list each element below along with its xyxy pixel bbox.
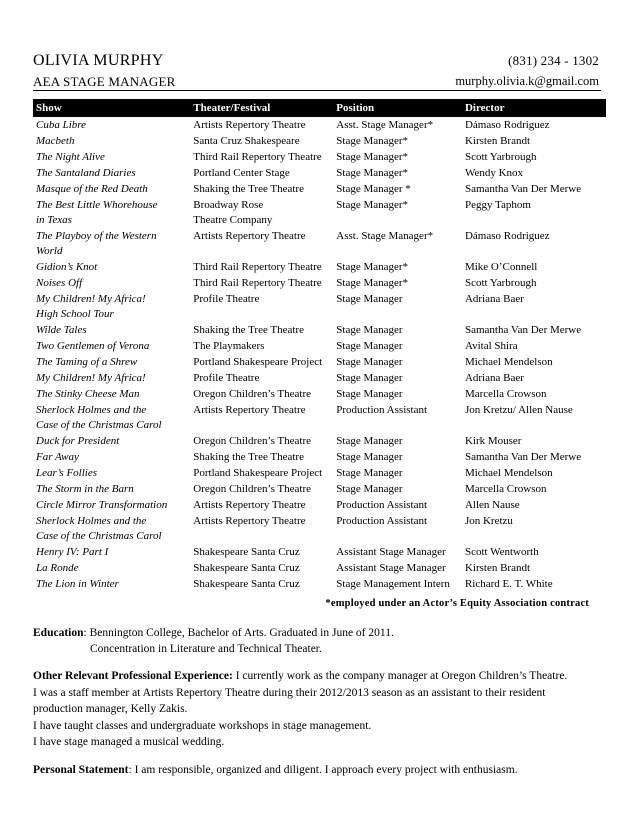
credit-position bbox=[333, 449, 462, 465]
credit-show-text: Lear’s Follies bbox=[36, 466, 98, 479]
credit-position bbox=[333, 322, 462, 338]
credit-show-text: La Ronde bbox=[36, 561, 79, 574]
credit-show bbox=[33, 117, 190, 133]
credit-position-text: Stage Manager* bbox=[336, 276, 409, 289]
credit-row bbox=[33, 181, 606, 197]
credit-theater-text: Shaking the Tree Theatre bbox=[193, 323, 304, 336]
credit-show bbox=[33, 560, 190, 576]
credit-show-text: The Playboy of the Western bbox=[36, 229, 157, 242]
credit-row bbox=[33, 370, 606, 386]
credit-row bbox=[33, 513, 606, 544]
experience-current-job: I currently work as the company manager at Oregon Children’s Theatre. bbox=[232, 670, 568, 682]
credit-position-text: Assistant Stage Manager bbox=[336, 561, 446, 574]
credit-director bbox=[462, 133, 606, 149]
credit-position-text: Stage Manager bbox=[336, 434, 403, 447]
credit-director-text: Jon Kretzu/ Allen Nause bbox=[464, 403, 573, 416]
credit-theater-text: Artists Repertory Theatre bbox=[193, 229, 306, 242]
email-address: murphy.olivia.k@gmail.com bbox=[455, 74, 599, 88]
credit-position bbox=[333, 497, 462, 513]
credit-director bbox=[462, 165, 606, 181]
column-header-show: Show bbox=[33, 99, 190, 117]
credit-theater-text: Third Rail Repertory Theatre bbox=[193, 276, 322, 289]
credit-theater-text: Shakespeare Santa Cruz bbox=[193, 577, 300, 590]
credit-theater-text: Artists Repertory Theatre bbox=[193, 403, 306, 416]
credit-director-text: Scott Wentworth bbox=[464, 545, 539, 558]
credit-theater bbox=[190, 259, 333, 275]
credit-row bbox=[33, 338, 606, 354]
credit-theater-text: Oregon Children’s Theatre bbox=[193, 482, 311, 495]
credit-theater-text: Shakespeare Santa Cruz bbox=[193, 561, 300, 574]
credit-position-text: Stage Manager * bbox=[336, 182, 411, 195]
equity-footnote: *employed under an Actor’s Equity Association contract bbox=[325, 598, 589, 609]
credit-theater-text: Third Rail Repertory Theatre bbox=[193, 150, 322, 163]
credit-director-text: Kirk Mouser bbox=[464, 434, 522, 447]
credit-row bbox=[33, 197, 606, 228]
credit-show-text: The Santaland Diaries bbox=[36, 166, 136, 179]
credit-position bbox=[333, 370, 462, 386]
credit-theater bbox=[190, 560, 333, 576]
credit-position-text: Stage Manager* bbox=[336, 150, 409, 163]
credit-theater bbox=[190, 544, 333, 560]
credit-show-text: Sherlock Holmes and the bbox=[36, 514, 147, 527]
credit-show bbox=[33, 433, 190, 449]
credit-director bbox=[462, 338, 606, 354]
credit-position-text: Stage Manager bbox=[336, 339, 403, 352]
credit-show-text: My Children! My Africa! bbox=[36, 292, 146, 305]
credit-position-text: Stage Manager bbox=[336, 371, 403, 384]
credit-show-text: Sherlock Holmes and the bbox=[36, 403, 147, 416]
credit-position-text: Stage Manager bbox=[336, 387, 403, 400]
credit-director bbox=[462, 576, 606, 592]
credit-theater bbox=[190, 133, 333, 149]
credit-show-text: Far Away bbox=[36, 450, 79, 463]
credit-position bbox=[333, 386, 462, 402]
credit-show-text: Henry IV: Part I bbox=[36, 545, 109, 558]
credit-position bbox=[333, 291, 462, 322]
credit-show bbox=[33, 370, 190, 386]
credit-theater-text: Oregon Children’s Theatre bbox=[193, 387, 311, 400]
credit-show bbox=[33, 338, 190, 354]
credit-theater bbox=[190, 322, 333, 338]
credit-director bbox=[462, 117, 606, 133]
credit-row bbox=[33, 576, 606, 592]
credit-director bbox=[462, 433, 606, 449]
credit-show-text: The Lion in Winter bbox=[36, 577, 119, 590]
credit-position bbox=[333, 133, 462, 149]
credit-theater bbox=[190, 275, 333, 291]
credit-theater bbox=[190, 576, 333, 592]
credit-director-text: Marcella Crowson bbox=[464, 387, 547, 400]
credit-show bbox=[33, 386, 190, 402]
credit-director bbox=[462, 322, 606, 338]
credit-theater-text: Santa Cruz Shakespeare bbox=[193, 134, 300, 147]
credit-show-text: Wilde Tales bbox=[36, 323, 87, 336]
credit-theater-text: Profile Theatre bbox=[193, 371, 260, 384]
credit-director-text: Wendy Knox bbox=[464, 166, 524, 179]
credit-theater bbox=[190, 370, 333, 386]
credit-position-text: Stage Management Intern bbox=[336, 577, 450, 590]
credit-row bbox=[33, 275, 606, 291]
credit-row bbox=[33, 117, 606, 133]
credit-theater-text: Broadway Rose bbox=[193, 198, 264, 211]
credit-director-text: Kirsten Brandt bbox=[464, 134, 531, 147]
credit-theater bbox=[190, 117, 333, 133]
credit-position-text: Production Assistant bbox=[336, 498, 428, 511]
credit-theater-text-continued: Theatre Company bbox=[193, 213, 273, 226]
credit-show-text-continued: World bbox=[36, 244, 63, 257]
credit-director-text: Jon Kretzu bbox=[464, 514, 513, 527]
credit-director-text: Adriana Baer bbox=[464, 292, 524, 305]
credit-theater-text: Artists Repertory Theatre bbox=[193, 498, 306, 511]
credit-show bbox=[33, 197, 190, 228]
credit-show-text-continued: High School Tour bbox=[36, 307, 114, 320]
credit-position bbox=[333, 275, 462, 291]
credit-position-text: Stage Manager bbox=[336, 466, 403, 479]
credit-director-text: Michael Mendelson bbox=[464, 355, 553, 368]
education-section bbox=[33, 625, 394, 657]
credit-row bbox=[33, 149, 606, 165]
credit-director-text: Peggy Taphom bbox=[464, 198, 531, 211]
credit-show bbox=[33, 228, 190, 259]
credit-position bbox=[333, 465, 462, 481]
credit-row bbox=[33, 354, 606, 370]
credit-show bbox=[33, 576, 190, 592]
credit-show-text: The Taming of a Shrew bbox=[36, 355, 138, 368]
phone-number: (831) 234 - 1302 bbox=[508, 53, 599, 68]
credit-director bbox=[462, 149, 606, 165]
credit-row bbox=[33, 465, 606, 481]
experience-line-1 bbox=[33, 668, 593, 685]
credit-position bbox=[333, 197, 462, 228]
credit-show bbox=[33, 354, 190, 370]
credit-position bbox=[333, 513, 462, 544]
credit-show-text-continued: Case of the Christmas Carol bbox=[36, 529, 162, 542]
credit-position-text: Stage Manager bbox=[336, 482, 403, 495]
credit-row bbox=[33, 560, 606, 576]
credit-theater bbox=[190, 433, 333, 449]
credit-show bbox=[33, 291, 190, 322]
credit-position bbox=[333, 117, 462, 133]
credit-show-text: Cuba Libre bbox=[36, 118, 87, 131]
credit-show bbox=[33, 465, 190, 481]
credit-position bbox=[333, 149, 462, 165]
credit-show-text: The Best Little Whorehouse bbox=[36, 198, 158, 211]
credit-show-text: The Storm in the Barn bbox=[36, 482, 134, 495]
credit-position bbox=[333, 433, 462, 449]
credit-director bbox=[462, 370, 606, 386]
credit-position-text: Stage Manager* bbox=[336, 260, 409, 273]
personal-statement-text: : I am responsible, organized and diligent. I approach every project with enthusiasm. bbox=[128, 764, 518, 776]
credit-theater-text: Shakespeare Santa Cruz bbox=[193, 545, 300, 558]
credit-show bbox=[33, 133, 190, 149]
credit-row bbox=[33, 481, 606, 497]
credit-position bbox=[333, 576, 462, 592]
credit-row bbox=[33, 497, 606, 513]
credit-theater bbox=[190, 402, 333, 433]
experience-label: Other Relevant Professional Experience: bbox=[33, 670, 233, 682]
credit-show bbox=[33, 497, 190, 513]
credit-position bbox=[333, 544, 462, 560]
credit-director bbox=[462, 465, 606, 481]
credit-show-text: Masque of the Red Death bbox=[36, 182, 148, 195]
credit-director bbox=[462, 402, 606, 433]
credit-position-text: Production Assistant bbox=[336, 403, 428, 416]
header-divider bbox=[33, 90, 601, 91]
credit-director-text: Avital Shira bbox=[464, 339, 518, 352]
education-line bbox=[33, 625, 394, 641]
credit-director bbox=[462, 544, 606, 560]
credit-show bbox=[33, 449, 190, 465]
credit-theater-text: Third Rail Repertory Theatre bbox=[193, 260, 322, 273]
credit-director bbox=[462, 228, 606, 259]
credit-director-text: Samantha Van Der Merwe bbox=[464, 182, 582, 195]
credit-director bbox=[462, 513, 606, 544]
credit-director bbox=[462, 354, 606, 370]
credit-theater bbox=[190, 228, 333, 259]
credit-director-text: Marcella Crowson bbox=[464, 482, 547, 495]
credit-theater bbox=[190, 165, 333, 181]
personal-statement-section bbox=[33, 762, 603, 778]
credit-director-text: Allen Nause bbox=[464, 498, 520, 511]
credit-show-text: Circle Mirror Transformation bbox=[36, 498, 168, 511]
credit-theater bbox=[190, 386, 333, 402]
education-label: Education bbox=[33, 627, 84, 639]
credit-director-text: Mike O’Connell bbox=[464, 260, 538, 273]
credit-position bbox=[333, 354, 462, 370]
credit-director-text: Kirsten Brandt bbox=[464, 561, 531, 574]
credit-theater-text: Artists Repertory Theatre bbox=[193, 514, 306, 527]
column-header-position: Position bbox=[333, 99, 462, 117]
experience-section bbox=[33, 668, 593, 751]
credit-position bbox=[333, 181, 462, 197]
credit-theater-text: Artists Repertory Theatre bbox=[193, 118, 306, 131]
credit-show bbox=[33, 513, 190, 544]
credit-theater bbox=[190, 449, 333, 465]
credit-show bbox=[33, 275, 190, 291]
credit-director bbox=[462, 259, 606, 275]
credit-show-text: The Night Alive bbox=[36, 150, 105, 163]
credit-row bbox=[33, 402, 606, 433]
credit-row bbox=[33, 228, 606, 259]
credit-theater-text: Shaking the Tree Theatre bbox=[193, 450, 304, 463]
personal-statement-label: Personal Statement bbox=[33, 764, 129, 776]
experience-line-4: I have stage managed a musical wedding. bbox=[33, 736, 225, 748]
credit-position-text: Stage Manager* bbox=[336, 134, 409, 147]
credit-theater bbox=[190, 338, 333, 354]
credit-theater bbox=[190, 513, 333, 544]
credit-theater bbox=[190, 497, 333, 513]
credit-director bbox=[462, 275, 606, 291]
credit-director bbox=[462, 481, 606, 497]
education-concentration: Concentration in Literature and Technical Theater. bbox=[90, 643, 322, 655]
credit-director bbox=[462, 181, 606, 197]
column-header-director: Director bbox=[462, 99, 606, 117]
credits-table bbox=[33, 99, 606, 592]
credit-show bbox=[33, 165, 190, 181]
credit-show bbox=[33, 259, 190, 275]
credit-director-text: Scott Yarbrough bbox=[464, 276, 537, 289]
credit-theater-text: Portland Shakespeare Project bbox=[193, 466, 323, 479]
credit-show bbox=[33, 481, 190, 497]
credit-position-text: Stage Manager* bbox=[336, 166, 409, 179]
credit-director-text: Michael Mendelson bbox=[464, 466, 553, 479]
credit-position bbox=[333, 259, 462, 275]
credit-show bbox=[33, 322, 190, 338]
credit-position bbox=[333, 338, 462, 354]
job-title: AEA STAGE MANAGER bbox=[33, 74, 176, 89]
credit-position bbox=[333, 165, 462, 181]
credit-position-text: Stage Manager bbox=[336, 292, 403, 305]
credit-row bbox=[33, 322, 606, 338]
credit-position-text: Asst. Stage Manager* bbox=[336, 118, 434, 131]
credit-director-text: Dámaso Rodriguez bbox=[464, 118, 550, 131]
credit-theater bbox=[190, 481, 333, 497]
credit-show-text: Duck for President bbox=[36, 434, 120, 447]
credit-show-text-continued: Case of the Christmas Carol bbox=[36, 418, 162, 431]
credit-row bbox=[33, 433, 606, 449]
credit-theater-text: The Playmakers bbox=[193, 339, 265, 352]
credit-show bbox=[33, 181, 190, 197]
column-header-theater: Theater/Festival bbox=[190, 99, 333, 117]
credits-body bbox=[33, 117, 606, 592]
credit-row bbox=[33, 291, 606, 322]
credit-row bbox=[33, 449, 606, 465]
credit-director bbox=[462, 291, 606, 322]
credit-position-text: Asst. Stage Manager* bbox=[336, 229, 434, 242]
experience-line-2: I was a staff member at Artists Repertory Theatre during their 2012/2013 season as an assistant to their resident production manager, Kelly Zakis. bbox=[33, 686, 546, 715]
credit-position-text: Production Assistant bbox=[336, 514, 428, 527]
credit-position-text: Stage Manager bbox=[336, 355, 403, 368]
credit-position bbox=[333, 560, 462, 576]
credit-theater bbox=[190, 149, 333, 165]
credit-row bbox=[33, 165, 606, 181]
credit-director-text: Adriana Baer bbox=[464, 371, 524, 384]
credit-theater bbox=[190, 197, 333, 228]
credit-row bbox=[33, 259, 606, 275]
credit-position-text: Stage Manager bbox=[336, 323, 403, 336]
credit-show-text: Macbeth bbox=[36, 134, 75, 147]
credit-theater-text: Profile Theatre bbox=[193, 292, 260, 305]
credit-director-text: Samantha Van Der Merwe bbox=[464, 450, 582, 463]
experience-line-3: I have taught classes and undergraduate workshops in stage management. bbox=[33, 719, 372, 732]
credit-director-text: Samantha Van Der Merwe bbox=[464, 323, 582, 336]
credit-director bbox=[462, 449, 606, 465]
credit-theater-text: Oregon Children’s Theatre bbox=[193, 434, 311, 447]
credit-director bbox=[462, 386, 606, 402]
credit-director-text: Richard E. T. White bbox=[464, 577, 553, 590]
credit-theater-text: Shaking the Tree Theatre bbox=[193, 182, 304, 195]
credit-theater-text: Portland Center Stage bbox=[193, 166, 290, 179]
credit-row bbox=[33, 133, 606, 149]
credit-show-text: My Children! My Africa! bbox=[36, 371, 146, 384]
credit-director-text: Dámaso Rodriguez bbox=[464, 229, 550, 242]
credit-director-text: Scott Yarbrough bbox=[464, 150, 537, 163]
credit-position-text: Stage Manager* bbox=[336, 198, 409, 211]
credit-show-text-continued: in Texas bbox=[36, 213, 72, 226]
credit-theater bbox=[190, 291, 333, 322]
credit-theater bbox=[190, 465, 333, 481]
credit-show bbox=[33, 402, 190, 433]
credit-row bbox=[33, 544, 606, 560]
credit-theater-text: Portland Shakespeare Project bbox=[193, 355, 323, 368]
credit-position-text: Assistant Stage Manager bbox=[336, 545, 446, 558]
credit-position-text: Stage Manager bbox=[336, 450, 403, 463]
credit-director bbox=[462, 560, 606, 576]
credit-theater bbox=[190, 181, 333, 197]
credit-position bbox=[333, 228, 462, 259]
credit-theater bbox=[190, 354, 333, 370]
credit-row bbox=[33, 386, 606, 402]
credit-show-text: The Stinky Cheese Man bbox=[36, 387, 140, 400]
credit-show-text: Gidion’s Knot bbox=[36, 260, 98, 273]
credit-show bbox=[33, 544, 190, 560]
credit-position bbox=[333, 402, 462, 433]
credit-show-text: Noises Off bbox=[36, 276, 83, 289]
education-degree: : Bennington College, Bachelor of Arts. Graduated in June of 2011. bbox=[83, 627, 394, 639]
credit-show bbox=[33, 149, 190, 165]
credit-director bbox=[462, 197, 606, 228]
applicant-name: OLIVIA MURPHY bbox=[33, 52, 164, 69]
credit-position bbox=[333, 481, 462, 497]
credits-header-row bbox=[33, 99, 606, 117]
credit-show-text: Two Gentlemen of Verona bbox=[36, 339, 150, 352]
credit-director bbox=[462, 497, 606, 513]
